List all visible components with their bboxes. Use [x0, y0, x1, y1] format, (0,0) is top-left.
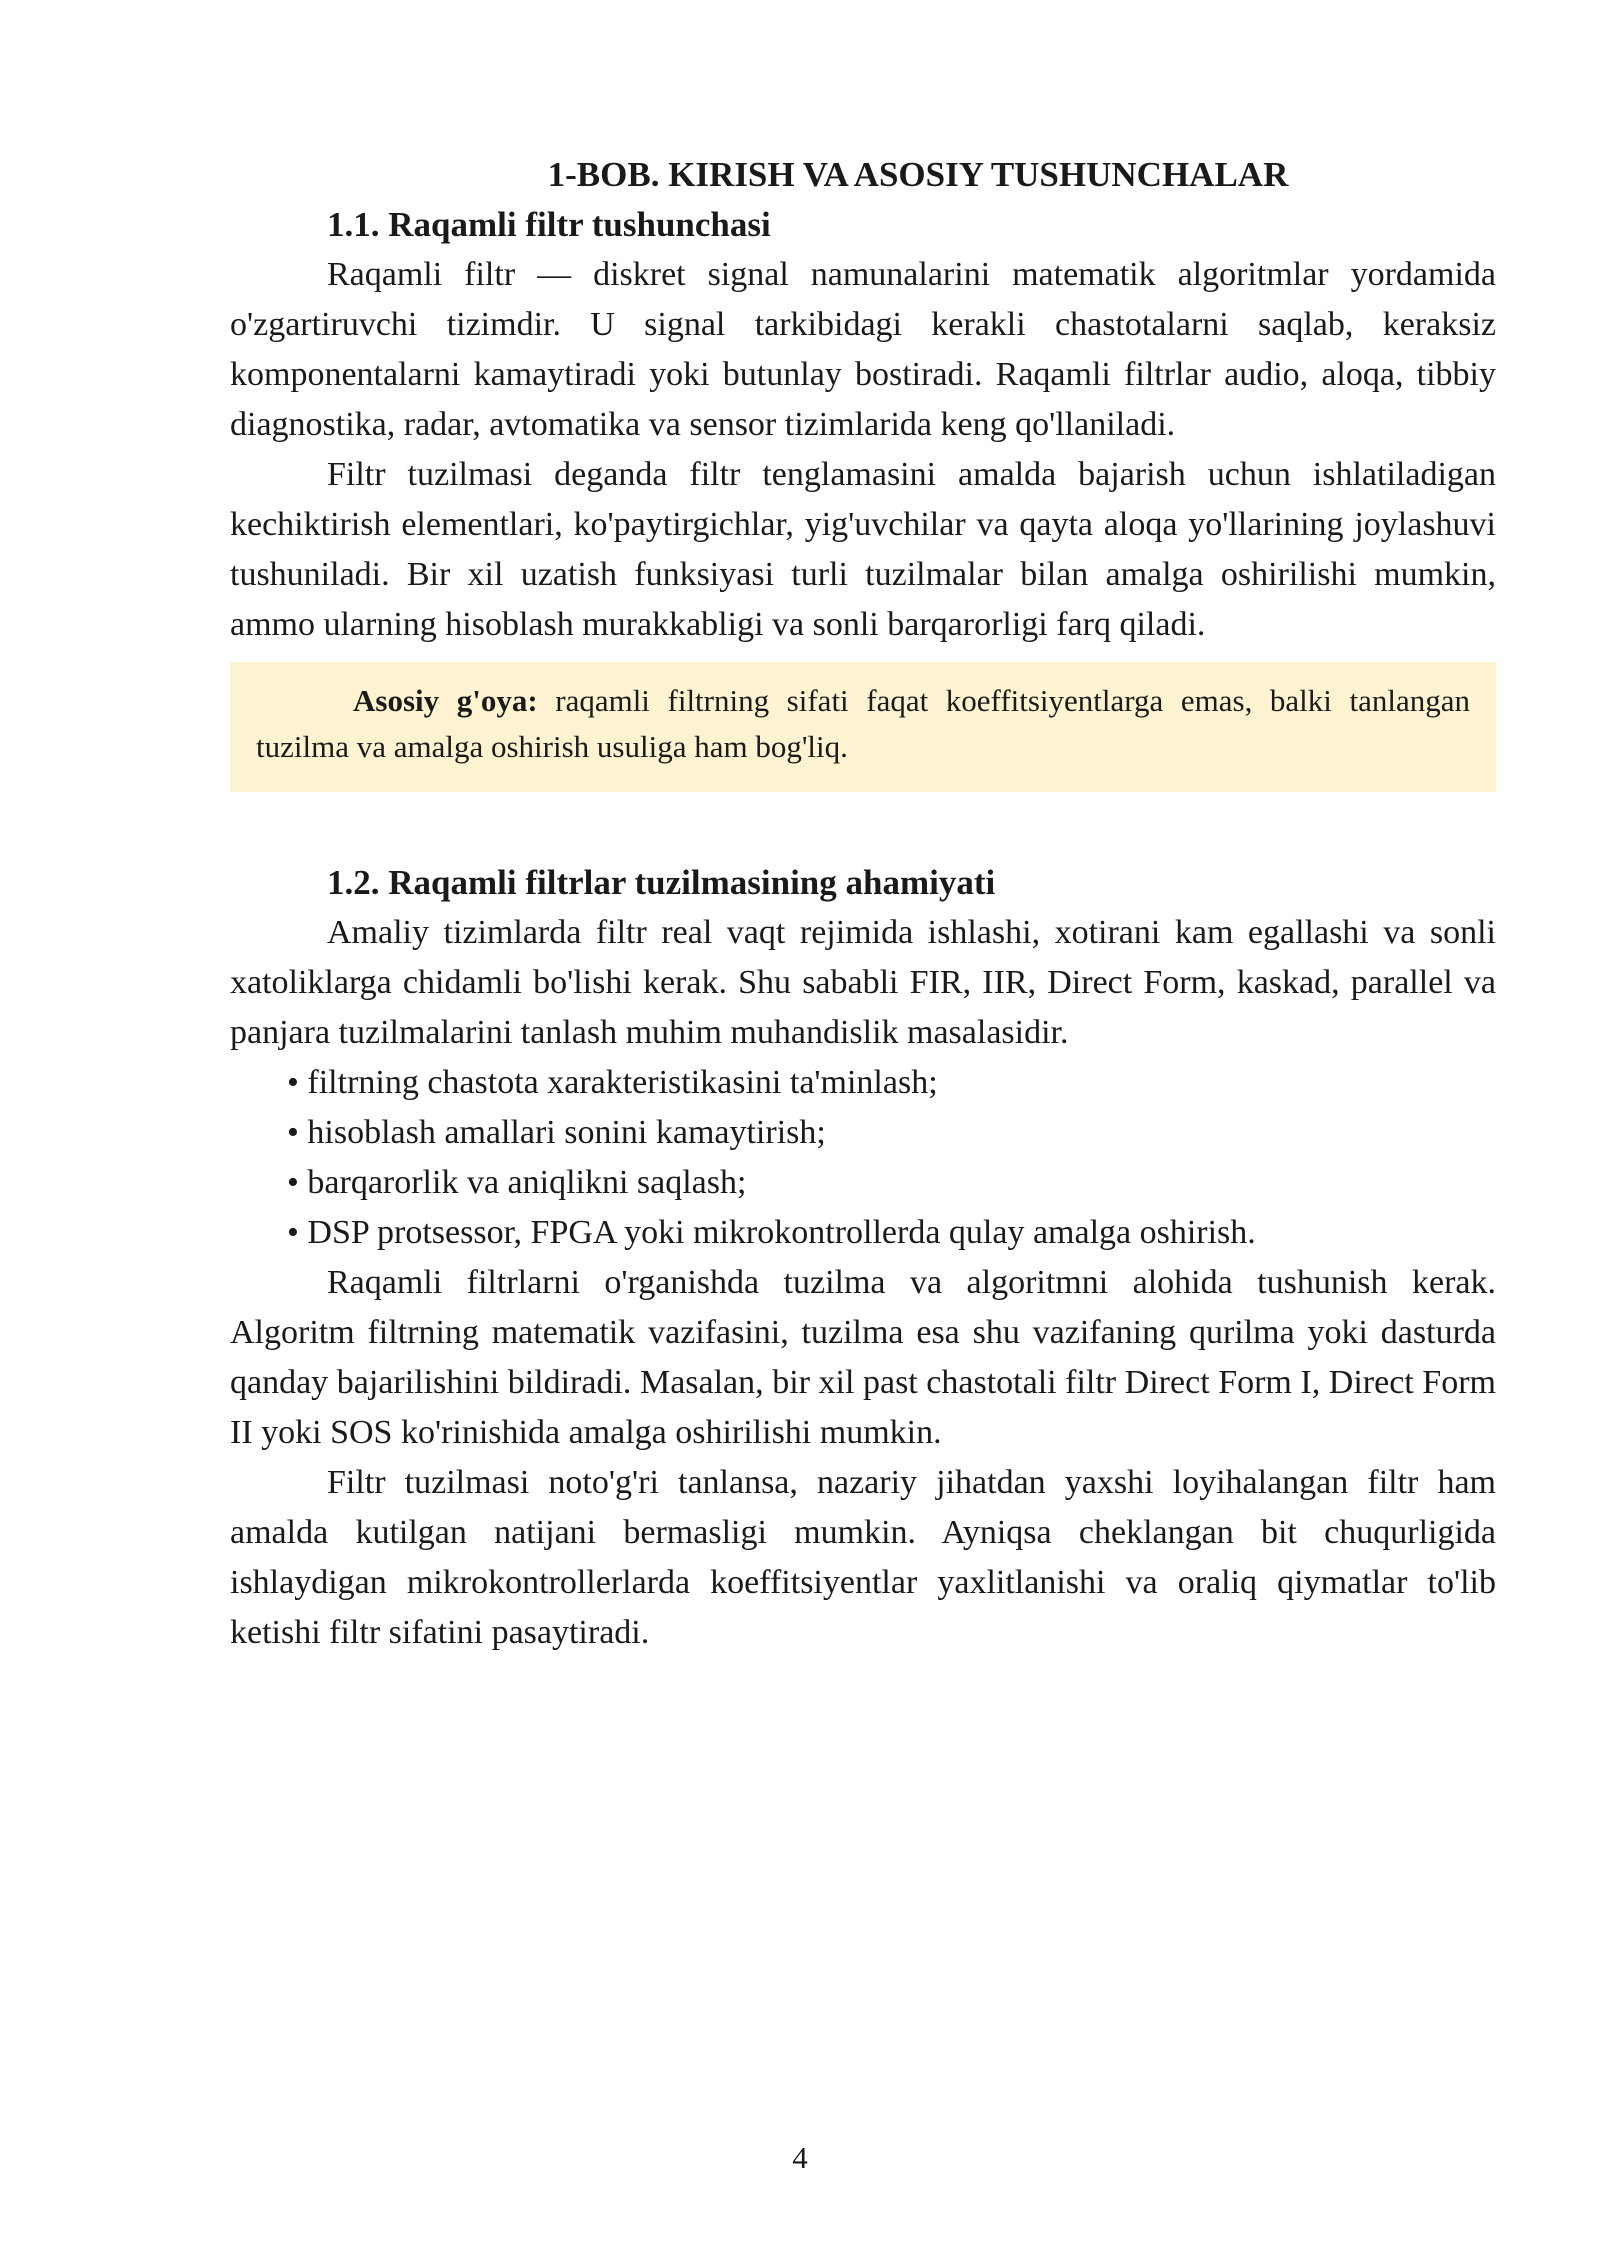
- section-2-intro: Amaliy tizimlarda filtr real vaqt rejimida ishlashi, xotirani kam egallashi va sonli xatoliklarga chidamli bo'lishi kerak. Shu sababli FIR, IIR, Direct Form, kaskad, parallel va panjara tuzilmalarini tanlash muhim muhandislik masalasidir.: [230, 914, 1496, 1051]
- list-item: • hisoblash amallari sonini kamaytirish;: [287, 1108, 1496, 1158]
- document-page: [230, 150, 1496, 1658]
- requirements-list: [230, 1058, 1496, 1258]
- list-item: • filtrning chastota xarakteristikasini ta'minlash;: [287, 1058, 1496, 1108]
- callout-text: raqamli filtrning sifati faqat koeffitsiyentlarga emas, balki tanlangan tuzilma va amalga oshirish usuliga ham bog'liq.: [256, 683, 1470, 764]
- section-2-paragraph-1: Raqamli filtrlarni o'rganishda tuzilma va algoritmni alohida tushunish kerak. Algoritm filtrning matematik vazifasini, tuzilma esa shu vazifaning qurilma yoki dasturda qanday bajarilishini bildiradi. Masalan, bir xil past chastotali filtr Direct Form I, Direct Form II yoki SOS ko'rinishida amalga oshirilishi mumkin.: [230, 1264, 1496, 1451]
- list-item: • DSP protsessor, FPGA yoki mikrokontrollerda qulay amalga oshirish.: [287, 1208, 1496, 1258]
- section-1-title: 1.1. Raqamli filtr tushunchasi: [327, 205, 771, 244]
- section-spacer: [230, 792, 1496, 858]
- section-1-paragraph-2: Filtr tuzilmasi deganda filtr tenglamasini amalda bajarish uchun ishlatiladigan kechiktirish elementlari, ko'paytirgichlar, yig'uvchilar va qayta aloqa yo'llarining joylashuvi tushuniladi. Bir xil uzatish funksiyasi turli tuzilmalar bilan amalga oshirilishi mumkin, ammo ularning hisoblash murakkabligi va sonli barqarorligi farq qiladi.: [230, 456, 1496, 643]
- chapter-title: 1-BOB. KIRISH VA ASOSIY TUSHUNCHALAR: [547, 155, 1289, 194]
- section-2-paragraph-2: Filtr tuzilmasi noto'g'ri tanlansa, nazariy jihatdan yaxshi loyihalangan filtr ham amalda kutilgan natijani bermasligi mumkin. Ayniqsa cheklangan bit chuqurligida ishlaydigan mikrokontrollerlarda koeffitsiyentlar yaxlitlanishi va oraliq qiymatlar to'lib ketishi filtr sifatini pasaytiradi.: [230, 1464, 1496, 1651]
- list-item: • barqarorlik va aniqlikni saqlash;: [287, 1158, 1496, 1208]
- page-number: 4: [792, 2140, 808, 2175]
- section-2-title: 1.2. Raqamli filtrlar tuzilmasining ahamiyati: [327, 863, 996, 902]
- key-idea-callout: [230, 662, 1496, 792]
- callout-label: Asosiy g'oya:: [353, 683, 538, 718]
- section-1-paragraph-1: Raqamli filtr — diskret signal namunalarini matematik algoritmlar yordamida o'zgartiruvchi tizimdir. U signal tarkibidagi kerakli chastotalarni saqlab, keraksiz komponentalarni kamaytiradi yoki butunlay bostiradi. Raqamli filtrlar audio, aloqa, tibbiy diagnostika, radar, avtomatika va sensor tizimlarida keng qo'llaniladi.: [230, 256, 1496, 443]
